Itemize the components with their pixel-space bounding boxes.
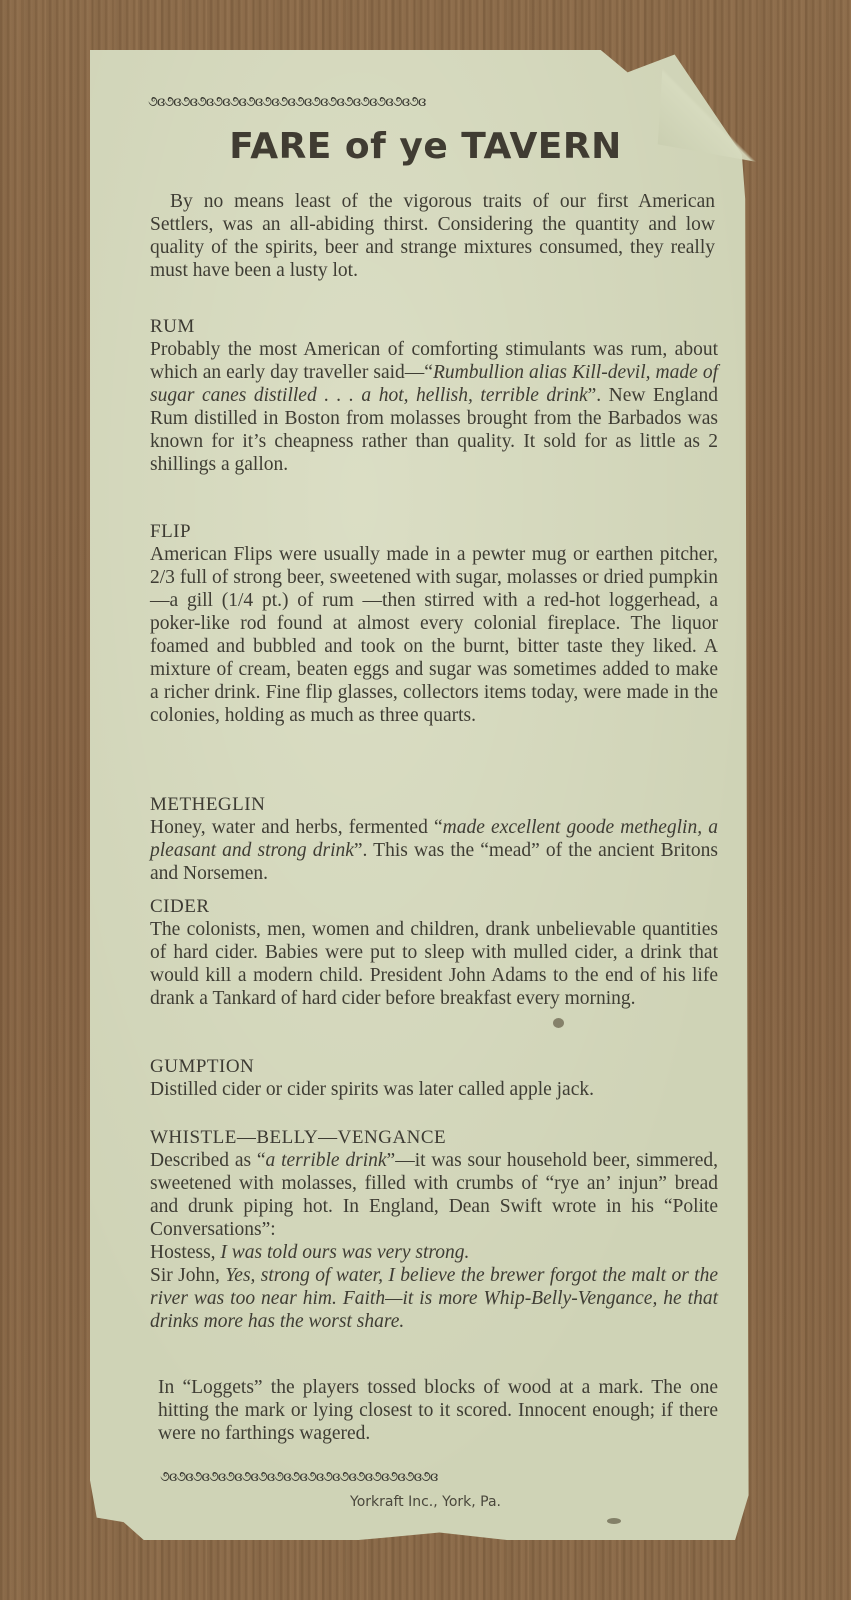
section-heading: RUM xyxy=(150,316,195,337)
text-run: Probably the most American of comforting stimulants was rum, about which an early day traveller said—“ xyxy=(150,339,718,383)
section-text xyxy=(150,1149,718,1241)
section-text xyxy=(150,338,718,476)
text-run: Described as “ xyxy=(150,1150,266,1171)
section-whistle-belly-vengance xyxy=(150,1127,718,1333)
section-text xyxy=(150,816,718,885)
section-text: Distilled cider or cider spirits was later called apple jack. xyxy=(150,1079,594,1100)
section-heading: WHISTLE—BELLY—VENGANCE xyxy=(150,1127,447,1148)
italic-quote: I was told ours was very strong. xyxy=(220,1242,470,1263)
section-gumption xyxy=(150,1056,718,1101)
section-heading: GUMPTION xyxy=(150,1056,255,1077)
text-run: Honey, water and herbs, fermented “ xyxy=(150,817,443,838)
sir-john-quote xyxy=(150,1264,718,1333)
section-text: American Flips were usually made in a pewter mug or earthen pitcher, 2/3 full of strong beer, sweetened with sugar, molasses or dried pumpkin—a gill (1/4 pt.) of rum —then stirred with a red-hot loggerhead, a poker-like rod found at almost every colonial fireplace. The liquor foamed and bubbled and took on the burnt, bitter taste they liked. A mixture of cream, beaten eggs and sugar was sometimes added to make a richer drink. Fine flip glasses, collectors items today, were made in the colonies, holding as much as three quarts. xyxy=(150,544,718,726)
speaker-label: Sir John, xyxy=(150,1265,226,1286)
italic-quote: Yes, strong of water, I believe the brewer forgot the malt or the river was too near him. Faith—it is more Whip-Belly-Vengance, he that drinks more has the worst share. xyxy=(150,1265,718,1332)
section-metheglin xyxy=(150,794,718,885)
section-text: The colonists, men, women and children, drank unbelievable quantities of hard cider. Babies were put to sleep with mulled cider, a drink that would kill a modern child. President John Adams to the end of his life drank a Tankard of hard cider before breakfast every morning. xyxy=(150,919,718,1009)
text-run: ”. This was the “mead” of the ancient Britons and Norsemen. xyxy=(150,840,718,884)
section-heading: METHEGLIN xyxy=(150,794,266,815)
text-run: ”—it was sour household beer, simmered, sweetened with molasses, filled with crumbs of “rye an’ injun” bread and drunk piping hot. In England, Dean Swift wrote in his “Polite Conversations”: xyxy=(150,1150,719,1240)
intro-paragraph: By no means least of the vigorous traits of our first American Settlers, was an all-abiding thirst. Considering the quantity and low quality of the spirits, beer and strange mixtures consumed, they really must have been a lusty lot. xyxy=(150,191,715,281)
ornamental-border-top: ૭ɞ૭ɞ૭ɞ૭ɞ૭ɞ૭ɞ૭ɞ૭ɞ૭ɞ૭ɞ૭ɞ૭ɞ૭ɞ૭ɞ૭ɞ૭ɞ૭ɞ xyxy=(148,94,426,110)
loggets-paragraph: In “Loggets” the players tossed blocks of wood at a mark. The one hitting the mark or lying closest to it scored. Innocent enough; if there were no farthings wagered. xyxy=(158,1377,718,1444)
page-title: FARE of ye TAVERN xyxy=(229,126,622,167)
italic-quote: a terrible drink xyxy=(265,1150,387,1171)
italic-quote: Rumbullion alias Kill-devil, made of sugar canes distilled . . . a hot, hellish, terrible drink xyxy=(150,362,718,406)
section-flip xyxy=(150,521,718,727)
text-run: ”. New England Rum distilled in Boston from molasses brought from the Barbados was known for it’s cheapness rather than quality. It sold for as little as 2 shillings a gallon. xyxy=(150,385,718,475)
section-heading: FLIP xyxy=(150,521,192,542)
stain-mark xyxy=(607,1518,621,1524)
speaker-label: Hostess, xyxy=(150,1242,221,1263)
section-cider xyxy=(150,896,718,1010)
section-heading: CIDER xyxy=(150,896,210,917)
stain-mark xyxy=(553,1018,564,1028)
ornamental-border-bottom: ૭ɞ૭ɞ૭ɞ૭ɞ૭ɞ૭ɞ૭ɞ૭ɞ૭ɞ૭ɞ૭ɞ૭ɞ૭ɞ૭ɞ૭ɞ૭ɞ૭ɞ xyxy=(160,1469,438,1485)
section-rum xyxy=(150,316,718,476)
italic-quote: made excellent goode metheglin, a pleasant and strong drink xyxy=(150,817,718,861)
publisher-footer: Yorkraft Inc., York, Pa. xyxy=(350,1494,501,1510)
hostess-quote xyxy=(150,1241,718,1264)
